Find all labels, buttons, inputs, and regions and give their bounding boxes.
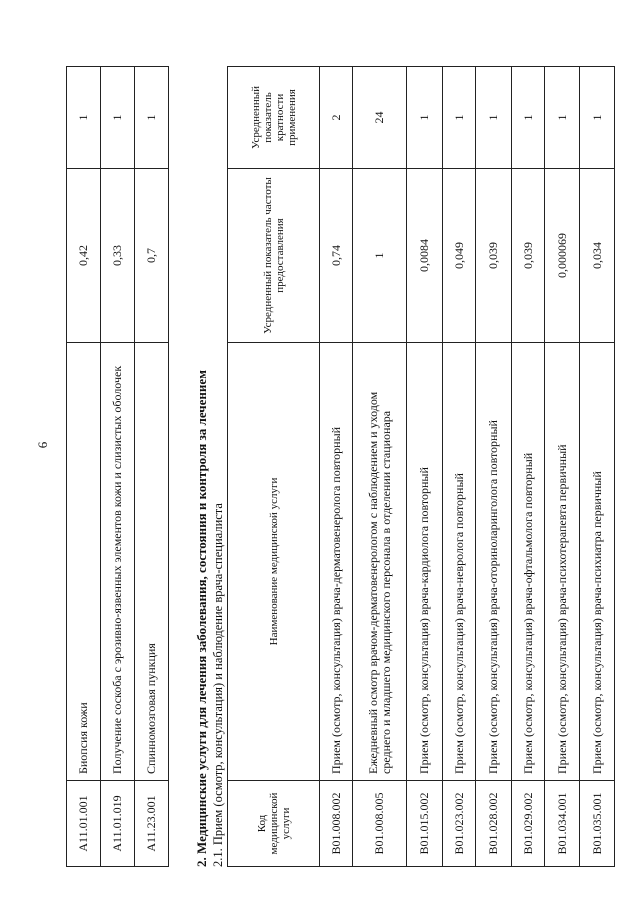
service-code: B01.034.001 xyxy=(545,781,580,867)
multiplicity-value: 1 xyxy=(67,67,101,169)
multiplicity-value: 1 xyxy=(580,67,615,169)
frequency-value: 0,74 xyxy=(320,169,353,343)
service-name: Прием (осмотр, консультация) врача-дерматовенеролога повторный xyxy=(320,343,353,781)
service-code: A11.01.001 xyxy=(67,781,101,867)
frequency-value: 0,7 xyxy=(135,169,169,343)
table-row xyxy=(353,67,407,867)
frequency-value: 0,33 xyxy=(101,169,135,343)
table-row xyxy=(476,67,512,867)
service-name: Прием (осмотр, консультация) врача-психотерапевта первичный xyxy=(545,343,580,781)
multiplicity-value: 1 xyxy=(545,67,580,169)
service-name: Прием (осмотр, консультация) врача-психиатра первичный xyxy=(580,343,615,781)
frequency-value: 1 xyxy=(353,169,407,343)
header-code: Код медицинской услуги xyxy=(228,781,320,867)
multiplicity-value: 1 xyxy=(476,67,512,169)
service-code: B01.029.002 xyxy=(512,781,545,867)
specialist-consultations-table xyxy=(227,66,615,867)
table-row xyxy=(101,67,135,867)
frequency-value: 0,42 xyxy=(67,169,101,343)
service-name: Ежедневный осмотр врачом-дерматовенерологом с наблюдением и уходом среднего и младшего медицинского персонала в отделении стационара xyxy=(353,343,407,781)
service-code: A11.23.001 xyxy=(135,781,169,867)
table-row xyxy=(320,67,353,867)
service-code: B01.035.001 xyxy=(580,781,615,867)
service-name: Спинномозговая пункция xyxy=(135,343,169,781)
frequency-value: 0,034 xyxy=(580,169,615,343)
multiplicity-value: 2 xyxy=(320,67,353,169)
multiplicity-value: 1 xyxy=(101,67,135,169)
frequency-value: 0,039 xyxy=(512,169,545,343)
procedures-table xyxy=(66,66,169,867)
frequency-value: 0,039 xyxy=(476,169,512,343)
section-heading: 2. Медицинские услуги для лечения заболевания, состояния и контроля за лечением xyxy=(194,369,209,867)
frequency-value: 0,049 xyxy=(443,169,476,343)
service-code: B01.028.002 xyxy=(476,781,512,867)
multiplicity-value: 1 xyxy=(407,67,443,169)
multiplicity-value: 1 xyxy=(443,67,476,169)
service-name: Биопсия кожи xyxy=(67,343,101,781)
table-row xyxy=(443,67,476,867)
table-row xyxy=(135,67,169,867)
service-code: B01.008.002 xyxy=(320,781,353,867)
service-name: Прием (осмотр, консультация) врача-кардиолога повторный xyxy=(407,343,443,781)
header-frequency: Усредненный показатель частоты предоставления xyxy=(228,169,320,343)
multiplicity-value: 1 xyxy=(135,67,169,169)
service-code: B01.008.005 xyxy=(353,781,407,867)
service-name: Прием (осмотр, консультация) врача-невролога повторный xyxy=(443,343,476,781)
frequency-value: 0,000069 xyxy=(545,169,580,343)
multiplicity-value: 1 xyxy=(512,67,545,169)
service-name: Прием (осмотр, консультация) врача-офтальмолога повторный xyxy=(512,343,545,781)
header-multiplicity: Усредненный показатель кратности применения xyxy=(228,67,320,169)
service-code: B01.015.002 xyxy=(407,781,443,867)
subsection-heading: 2.1. Прием (осмотр, консультация) и наблюдение врача-специалиста xyxy=(211,503,225,867)
service-name: Прием (осмотр, консультация) врача-оториноларинголога повторный xyxy=(476,343,512,781)
header-name: Наименование медицинской услуги xyxy=(228,343,320,781)
table-row xyxy=(512,67,545,867)
service-code: B01.023.002 xyxy=(443,781,476,867)
table-header-row xyxy=(228,67,320,867)
service-name: Получение соскоба с эрозивно-язвенных элементов кожи и слизистых оболочек xyxy=(101,343,135,781)
table-row xyxy=(67,67,101,867)
service-code: A11.01.019 xyxy=(101,781,135,867)
rotated-document-content xyxy=(66,67,604,867)
multiplicity-value: 24 xyxy=(353,67,407,169)
frequency-value: 0,0084 xyxy=(407,169,443,343)
table-row xyxy=(407,67,443,867)
page-number: 6 xyxy=(35,441,50,449)
table-row xyxy=(580,67,615,867)
table-row xyxy=(545,67,580,867)
